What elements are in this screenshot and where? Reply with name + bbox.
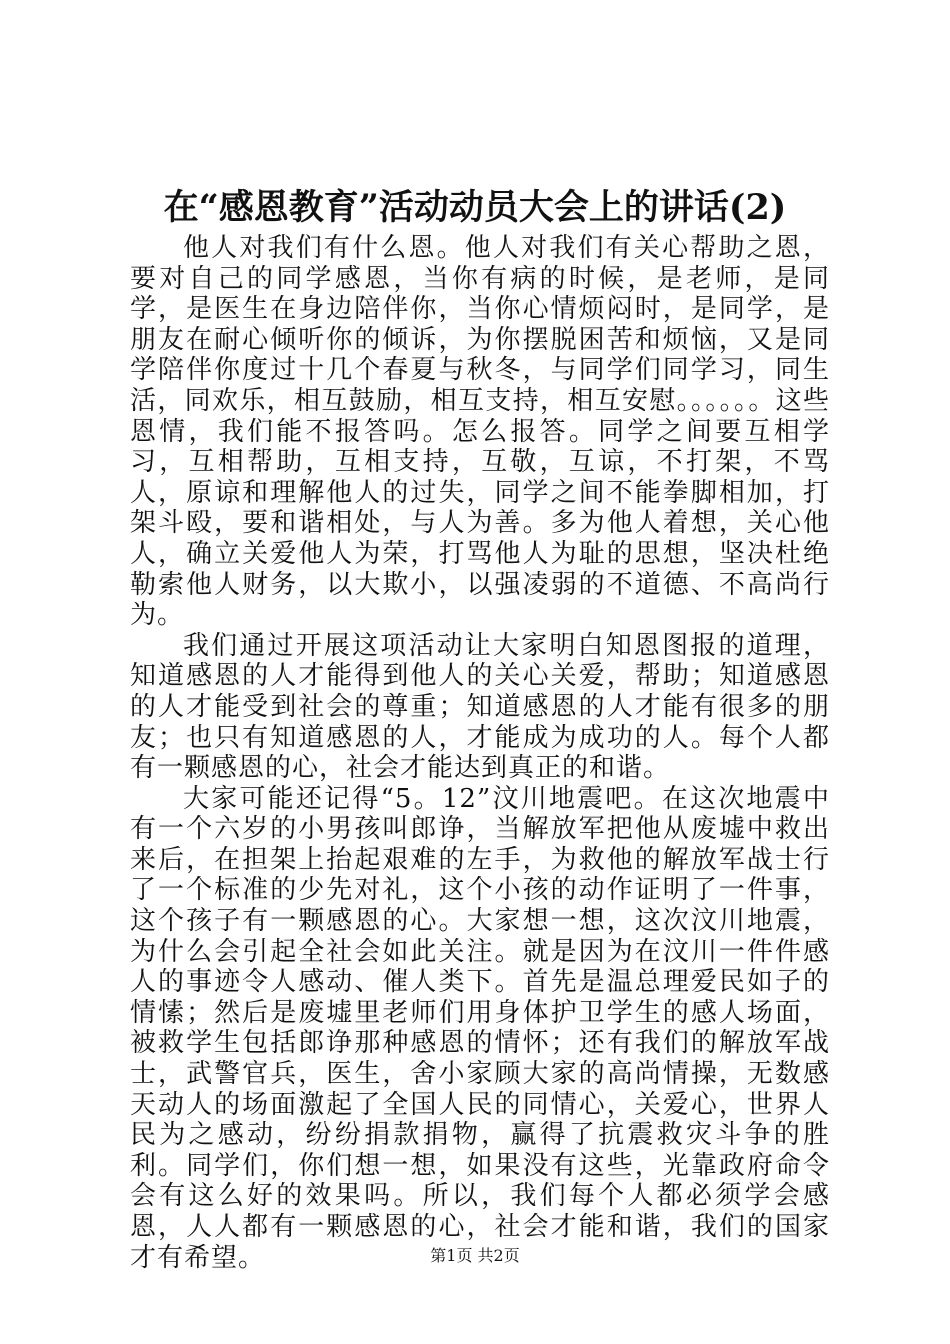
paragraph-2: 我们通过开展这项活动让大家明白知恩图报的道理，知道感恩的人才能得到他人的关心关爱，帮助；知道感恩的人才能受到社会的尊重；知道感恩的人才能有很多的朋友；也只有知道感恩的人，才能成为成功的人。每个人都有一颗感恩的心，社会才能达到真正的和谐。 <box>130 630 830 784</box>
paragraph-1: 他人对我们有什么恩。他人对我们有关心帮助之恩，要对自己的同学感恩，当你有病的时候，是老师，是同学，是医生在身边陪伴你，当你心情烦闷时，是同学，是朋友在耐心倾听你的倾诉，为你摆脱困苦和烦恼，又是同学陪伴你度过十几个春夏与秋冬，与同学们同学习，同生活，同欢乐，相互鼓励，相互支持，相互安慰。。。。。。这些恩情，我们能不报答吗。怎么报答。同学之间要互相学习，互相帮助，互相支持，互敬，互谅，不打架，不骂人，原谅和理解他人的过失，同学之间不能拳脚相加，打架斗殴，要和谐相处，与人为善。多为他人着想，关心他人，确立关爱他人为荣，打骂他人为耻的思想，坚决杜绝勒索他人财务，以大欺小，以强凌弱的不道德、不高尚行为。 <box>130 233 830 631</box>
page-number-footer: 第1页 共2页 <box>430 1246 520 1265</box>
paragraph-3: 大家可能还记得“5。12”汶川地震吧。在这次地震中有一个六岁的小男孩叫郎诤，当解放军把他从废墟中救出来后，在担架上抬起艰难的左手，为救他的解放军战士行了一个标准的少先对礼，这个小孩的动作证明了一件事，这个孩子有一颗感恩的心。大家想一想，这次汶川地震，为什么会引起全社会如此关注。就是因为在汶川一件件感人的事迹令人感动、催人类下。首先是温总理爱民如子的情愫；然后是废墟里老师们用身体护卫学生的感人场面，被救学生包括郎诤那种感恩的情怀；还有我们的解放军战士，武警官兵，医生，舍小家顾大家的高尚情操，无数感天动人的场面激起了全国人民的同情心，关爱心，世界人民为之感动，纷纷捐款捐物，赢得了抗震救灾斗争的胜利。同学们，你们想一想，如果没有这些，光靠政府命令会有这么好的效果吗。所以，我们每个人都必须学会感恩，人人都有一颗感恩的心，社会才能和谐，我们的国家才有希望。 <box>130 783 830 1273</box>
document-title: 在“感恩教育”活动动员大会上的讲话(2) <box>163 187 787 228</box>
document-body <box>130 233 830 1273</box>
